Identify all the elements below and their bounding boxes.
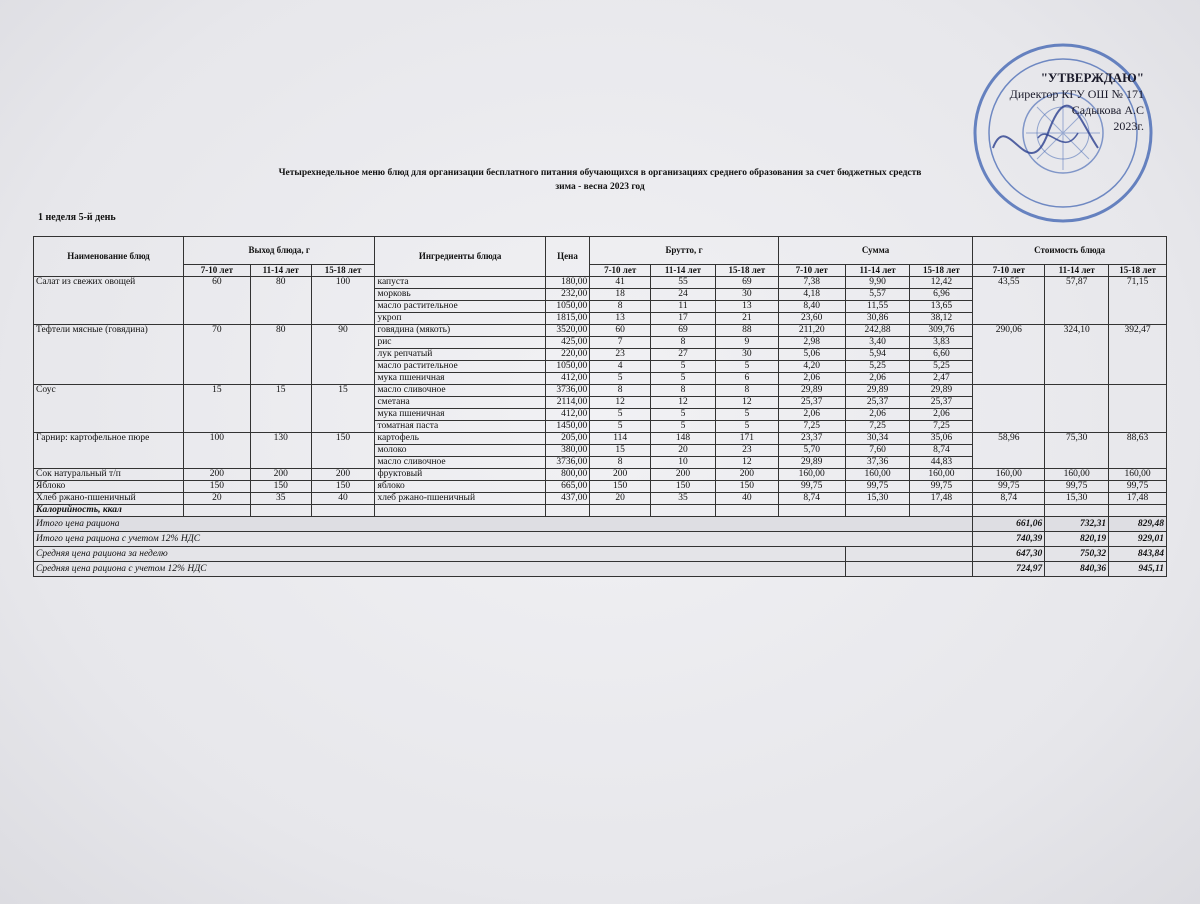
sum-value: 29,89 (778, 457, 845, 469)
dish-cost (1045, 385, 1109, 433)
sum-value: 37,36 (845, 457, 910, 469)
calories-cell (1109, 505, 1167, 517)
calories-cell (910, 505, 973, 517)
ingredient-price: 180,00 (545, 277, 590, 289)
dish-cost: 99,75 (1045, 481, 1109, 493)
dish-yield: 200 (183, 469, 250, 481)
sum-value: 2,06 (845, 409, 910, 421)
approval-director: Директор КГУ ОШ № 171 (1009, 87, 1144, 101)
gross-value: 200 (715, 469, 778, 481)
age-col: 7-10 лет (590, 265, 651, 277)
gross-value: 13 (715, 301, 778, 313)
header-ingredients: Ингредиенты блюда (375, 237, 545, 277)
gross-value: 21 (715, 313, 778, 325)
table-row (34, 469, 1167, 481)
gross-value: 15 (590, 445, 651, 457)
dish-cost: 160,00 (1109, 469, 1167, 481)
dish-yield: 35 (250, 493, 311, 505)
gross-value: 5 (715, 409, 778, 421)
dish-yield: 100 (311, 277, 375, 325)
dish-yield: 15 (311, 385, 375, 433)
sum-value: 25,37 (778, 397, 845, 409)
gross-value: 69 (715, 277, 778, 289)
sum-value: 23,37 (778, 433, 845, 445)
age-col: 15-18 лет (311, 265, 375, 277)
calories-label: Калорийность, ккал (34, 505, 184, 517)
ingredient-price: 665,00 (545, 481, 590, 493)
gross-value: 148 (651, 433, 716, 445)
sum-value: 13,65 (910, 301, 973, 313)
total-value: 843,84 (1109, 547, 1167, 562)
sum-value: 7,25 (778, 421, 845, 433)
menu-table (33, 236, 1167, 577)
dish-cost: 43,55 (973, 277, 1045, 325)
gross-value: 114 (590, 433, 651, 445)
week-day-label: 1 неделя 5-й день (38, 212, 116, 223)
dish-cost: 75,30 (1045, 433, 1109, 469)
sum-value: 12,42 (910, 277, 973, 289)
ingredient-name: масло растительное (375, 301, 545, 313)
dish-name: Яблоко (34, 481, 184, 493)
gross-value: 12 (651, 397, 716, 409)
title-line-1: Четырехнедельное меню блюд для организации бесплатного питания обучающихся в организациях среднего образования за счет бюджетных средств (278, 168, 922, 178)
gross-value: 30 (715, 349, 778, 361)
dish-name: Салат из свежих овощей (34, 277, 184, 325)
dish-yield: 90 (311, 325, 375, 385)
total-label: Итого цена рациона с учетом 12% НДС (34, 532, 973, 547)
gross-value: 55 (651, 277, 716, 289)
dish-name: Сок натуральный т/п (34, 469, 184, 481)
dish-cost: 8,74 (973, 493, 1045, 505)
sum-value: 7,25 (910, 421, 973, 433)
sum-value: 4,20 (778, 361, 845, 373)
ingredient-price: 425,00 (545, 337, 590, 349)
gross-value: 8 (590, 301, 651, 313)
dish-cost: 71,15 (1109, 277, 1167, 325)
gross-value: 150 (590, 481, 651, 493)
sum-value: 29,89 (778, 385, 845, 397)
calories-cell (1045, 505, 1109, 517)
calories-cell (715, 505, 778, 517)
table-row (34, 385, 1167, 397)
total-row (34, 532, 1167, 547)
ingredient-price: 1050,00 (545, 361, 590, 373)
ingredient-price: 205,00 (545, 433, 590, 445)
ingredient-name: хлеб ржано-пшеничный (375, 493, 545, 505)
ingredient-name: фруктовый (375, 469, 545, 481)
gross-value: 200 (590, 469, 651, 481)
ingredient-price: 232,00 (545, 289, 590, 301)
gross-value: 7 (590, 337, 651, 349)
sum-value: 8,40 (778, 301, 845, 313)
age-col: 11-14 лет (1045, 265, 1109, 277)
calories-cell (375, 505, 545, 517)
ingredient-name: томатная паста (375, 421, 545, 433)
table-row (34, 433, 1167, 445)
gross-value: 200 (651, 469, 716, 481)
ingredient-price: 1050,00 (545, 301, 590, 313)
ingredient-price: 3736,00 (545, 457, 590, 469)
ingredient-name: рис (375, 337, 545, 349)
gross-value: 8 (651, 337, 716, 349)
dish-yield: 130 (250, 433, 311, 469)
dish-cost (973, 385, 1045, 433)
gross-value: 8 (590, 385, 651, 397)
ingredient-name: масло сливочное (375, 385, 545, 397)
gross-value: 69 (651, 325, 716, 337)
sum-value: 25,37 (910, 397, 973, 409)
gross-value: 8 (651, 385, 716, 397)
total-value: 647,30 (973, 547, 1045, 562)
header-sum: Сумма (778, 237, 973, 265)
approval-name: Садыкова А.С (1071, 103, 1144, 117)
calories-cell (183, 505, 250, 517)
calories-cell (651, 505, 716, 517)
header-dish: Наименование блюд (34, 237, 184, 277)
calories-cell (973, 505, 1045, 517)
sum-value: 23,60 (778, 313, 845, 325)
gross-value: 5 (651, 373, 716, 385)
gross-value: 8 (715, 385, 778, 397)
dish-name: Гарнир: картофельное пюре (34, 433, 184, 469)
total-value: 750,32 (1045, 547, 1109, 562)
dish-name: Соус (34, 385, 184, 433)
calories-cell (545, 505, 590, 517)
gross-value: 6 (715, 373, 778, 385)
gross-value: 5 (590, 421, 651, 433)
age-col: 11-14 лет (651, 265, 716, 277)
gross-value: 12 (715, 397, 778, 409)
dish-yield: 15 (183, 385, 250, 433)
ingredient-name: масло растительное (375, 361, 545, 373)
sum-value: 5,25 (845, 361, 910, 373)
gross-value: 27 (651, 349, 716, 361)
ingredient-name: картофель (375, 433, 545, 445)
dish-name: Тефтели мясные (говядина) (34, 325, 184, 385)
gross-value: 150 (715, 481, 778, 493)
total-label: Итого цена рациона (34, 517, 973, 532)
gross-value: 17 (651, 313, 716, 325)
menu-table-body (34, 277, 1167, 517)
sum-value: 25,37 (845, 397, 910, 409)
gross-value: 5 (651, 421, 716, 433)
gross-value: 5 (590, 373, 651, 385)
approval-block (1010, 70, 1144, 134)
dish-cost: 88,63 (1109, 433, 1167, 469)
dish-cost: 160,00 (973, 469, 1045, 481)
ingredient-price: 800,00 (545, 469, 590, 481)
total-label: Средняя цена рациона за неделю (34, 547, 846, 562)
sum-value: 5,57 (845, 289, 910, 301)
sum-value: 99,75 (778, 481, 845, 493)
dish-yield: 150 (183, 481, 250, 493)
dish-yield: 150 (311, 481, 375, 493)
calories-row (34, 505, 1167, 517)
header-yield: Выход блюда, г (183, 237, 375, 265)
dish-cost: 17,48 (1109, 493, 1167, 505)
sum-value: 309,76 (910, 325, 973, 337)
total-value: 740,39 (973, 532, 1045, 547)
sum-value: 5,94 (845, 349, 910, 361)
ingredient-price: 380,00 (545, 445, 590, 457)
gross-value: 8 (590, 457, 651, 469)
sum-value: 4,18 (778, 289, 845, 301)
gross-value: 5 (590, 409, 651, 421)
total-row (34, 562, 1167, 577)
dish-yield: 150 (311, 433, 375, 469)
calories-cell (311, 505, 375, 517)
gross-value: 24 (651, 289, 716, 301)
total-row (34, 547, 1167, 562)
ingredient-name: молоко (375, 445, 545, 457)
total-value: 840,36 (1045, 562, 1109, 577)
header-gross: Брутто, г (590, 237, 778, 265)
age-col: 7-10 лет (973, 265, 1045, 277)
sum-value: 160,00 (910, 469, 973, 481)
ingredient-price: 3736,00 (545, 385, 590, 397)
dish-yield: 20 (183, 493, 250, 505)
totals-table-body (34, 517, 1167, 577)
sum-value: 38,12 (910, 313, 973, 325)
total-value: 929,01 (1109, 532, 1167, 547)
dish-cost: 58,96 (973, 433, 1045, 469)
ingredient-price: 2114,00 (545, 397, 590, 409)
calories-cell (590, 505, 651, 517)
table-row (34, 493, 1167, 505)
sum-value: 35,06 (910, 433, 973, 445)
gross-value: 13 (590, 313, 651, 325)
gross-value: 88 (715, 325, 778, 337)
table-row (34, 481, 1167, 493)
sum-value: 5,70 (778, 445, 845, 457)
calories-cell (845, 505, 910, 517)
document-title (150, 166, 1050, 194)
gross-value: 12 (590, 397, 651, 409)
table-header-row (34, 237, 1167, 265)
sum-value: 11,55 (845, 301, 910, 313)
total-value: 945,11 (1109, 562, 1167, 577)
sum-value: 17,48 (910, 493, 973, 505)
header-cost: Стоимость блюда (973, 237, 1167, 265)
gross-value: 5 (651, 409, 716, 421)
total-row (34, 517, 1167, 532)
ingredient-price: 220,00 (545, 349, 590, 361)
sum-value: 2,06 (778, 373, 845, 385)
sum-value: 3,40 (845, 337, 910, 349)
ingredient-name: говядина (мякоть) (375, 325, 545, 337)
gross-value: 30 (715, 289, 778, 301)
gross-value: 5 (715, 421, 778, 433)
sum-value: 2,98 (778, 337, 845, 349)
dish-cost: 57,87 (1045, 277, 1109, 325)
table-subheader-row (34, 265, 1167, 277)
total-gap-cell (845, 562, 973, 577)
age-col: 11-14 лет (845, 265, 910, 277)
total-value: 829,48 (1109, 517, 1167, 532)
gross-value: 60 (590, 325, 651, 337)
dish-yield: 150 (250, 481, 311, 493)
gross-value: 18 (590, 289, 651, 301)
sum-value: 2,47 (910, 373, 973, 385)
total-value: 724,97 (973, 562, 1045, 577)
total-gap-cell (845, 547, 973, 562)
gross-value: 171 (715, 433, 778, 445)
sum-value: 6,60 (910, 349, 973, 361)
sum-value: 9,90 (845, 277, 910, 289)
dish-cost: 99,75 (973, 481, 1045, 493)
calories-cell (778, 505, 845, 517)
gross-value: 4 (590, 361, 651, 373)
dish-yield: 60 (183, 277, 250, 325)
ingredient-price: 412,00 (545, 373, 590, 385)
dish-cost: 324,10 (1045, 325, 1109, 385)
sum-value: 160,00 (845, 469, 910, 481)
title-line-2: зима - весна 2023 год (555, 182, 645, 192)
approval-heading: "УТВЕРЖДАЮ" (1040, 70, 1144, 85)
ingredient-name: масло сливочное (375, 457, 545, 469)
gross-value: 40 (715, 493, 778, 505)
dish-cost: 15,30 (1045, 493, 1109, 505)
dish-yield: 70 (183, 325, 250, 385)
ingredient-name: мука пшеничная (375, 409, 545, 421)
gross-value: 20 (590, 493, 651, 505)
age-col: 7-10 лет (183, 265, 250, 277)
sum-value: 6,96 (910, 289, 973, 301)
gross-value: 150 (651, 481, 716, 493)
approval-year: 2023г. (1113, 119, 1144, 133)
age-col: 15-18 лет (910, 265, 973, 277)
sum-value: 2,06 (910, 409, 973, 421)
age-col: 7-10 лет (778, 265, 845, 277)
dish-yield: 80 (250, 277, 311, 325)
sum-value: 30,34 (845, 433, 910, 445)
gross-value: 20 (651, 445, 716, 457)
sum-value: 5,06 (778, 349, 845, 361)
age-col: 15-18 лет (1109, 265, 1167, 277)
ingredient-name: мука пшеничная (375, 373, 545, 385)
dish-cost: 392,47 (1109, 325, 1167, 385)
sum-value: 2,06 (778, 409, 845, 421)
total-value: 732,31 (1045, 517, 1109, 532)
sum-value: 30,86 (845, 313, 910, 325)
dish-cost: 99,75 (1109, 481, 1167, 493)
sum-value: 29,89 (845, 385, 910, 397)
age-col: 11-14 лет (250, 265, 311, 277)
sum-value: 242,88 (845, 325, 910, 337)
total-value: 820,19 (1045, 532, 1109, 547)
dish-yield: 15 (250, 385, 311, 433)
dish-yield: 40 (311, 493, 375, 505)
sum-value: 211,20 (778, 325, 845, 337)
total-value: 661,06 (973, 517, 1045, 532)
sum-value: 160,00 (778, 469, 845, 481)
ingredient-name: укроп (375, 313, 545, 325)
gross-value: 9 (715, 337, 778, 349)
ingredient-price: 412,00 (545, 409, 590, 421)
ingredient-name: яблоко (375, 481, 545, 493)
ingredient-price: 1450,00 (545, 421, 590, 433)
ingredient-name: лук репчатый (375, 349, 545, 361)
ingredient-price: 437,00 (545, 493, 590, 505)
gross-value: 23 (590, 349, 651, 361)
sum-value: 44,83 (910, 457, 973, 469)
gross-value: 12 (715, 457, 778, 469)
ingredient-name: сметана (375, 397, 545, 409)
sum-value: 99,75 (845, 481, 910, 493)
dish-cost: 160,00 (1045, 469, 1109, 481)
ingredient-price: 3520,00 (545, 325, 590, 337)
sum-value: 5,25 (910, 361, 973, 373)
total-label: Средняя цена рациона с учетом 12% НДС (34, 562, 846, 577)
dish-yield: 200 (311, 469, 375, 481)
gross-value: 41 (590, 277, 651, 289)
sum-value: 7,25 (845, 421, 910, 433)
dish-yield: 200 (250, 469, 311, 481)
dish-cost (1109, 385, 1167, 433)
calories-cell (250, 505, 311, 517)
sum-value: 7,38 (778, 277, 845, 289)
sum-value: 99,75 (910, 481, 973, 493)
gross-value: 5 (651, 361, 716, 373)
sum-value: 7,60 (845, 445, 910, 457)
gross-value: 23 (715, 445, 778, 457)
ingredient-price: 1815,00 (545, 313, 590, 325)
sum-value: 2,06 (845, 373, 910, 385)
dish-yield: 80 (250, 325, 311, 385)
dish-yield: 100 (183, 433, 250, 469)
table-row (34, 277, 1167, 289)
ingredient-name: капуста (375, 277, 545, 289)
header-price: Цена (545, 237, 590, 277)
sum-value: 8,74 (910, 445, 973, 457)
gross-value: 35 (651, 493, 716, 505)
sum-value: 3,83 (910, 337, 973, 349)
ingredient-name: морковь (375, 289, 545, 301)
gross-value: 10 (651, 457, 716, 469)
table-row (34, 325, 1167, 337)
gross-value: 5 (715, 361, 778, 373)
sum-value: 8,74 (778, 493, 845, 505)
dish-cost: 290,06 (973, 325, 1045, 385)
sum-value: 15,30 (845, 493, 910, 505)
sum-value: 29,89 (910, 385, 973, 397)
dish-name: Хлеб ржано-пшеничный (34, 493, 184, 505)
gross-value: 11 (651, 301, 716, 313)
age-col: 15-18 лет (715, 265, 778, 277)
